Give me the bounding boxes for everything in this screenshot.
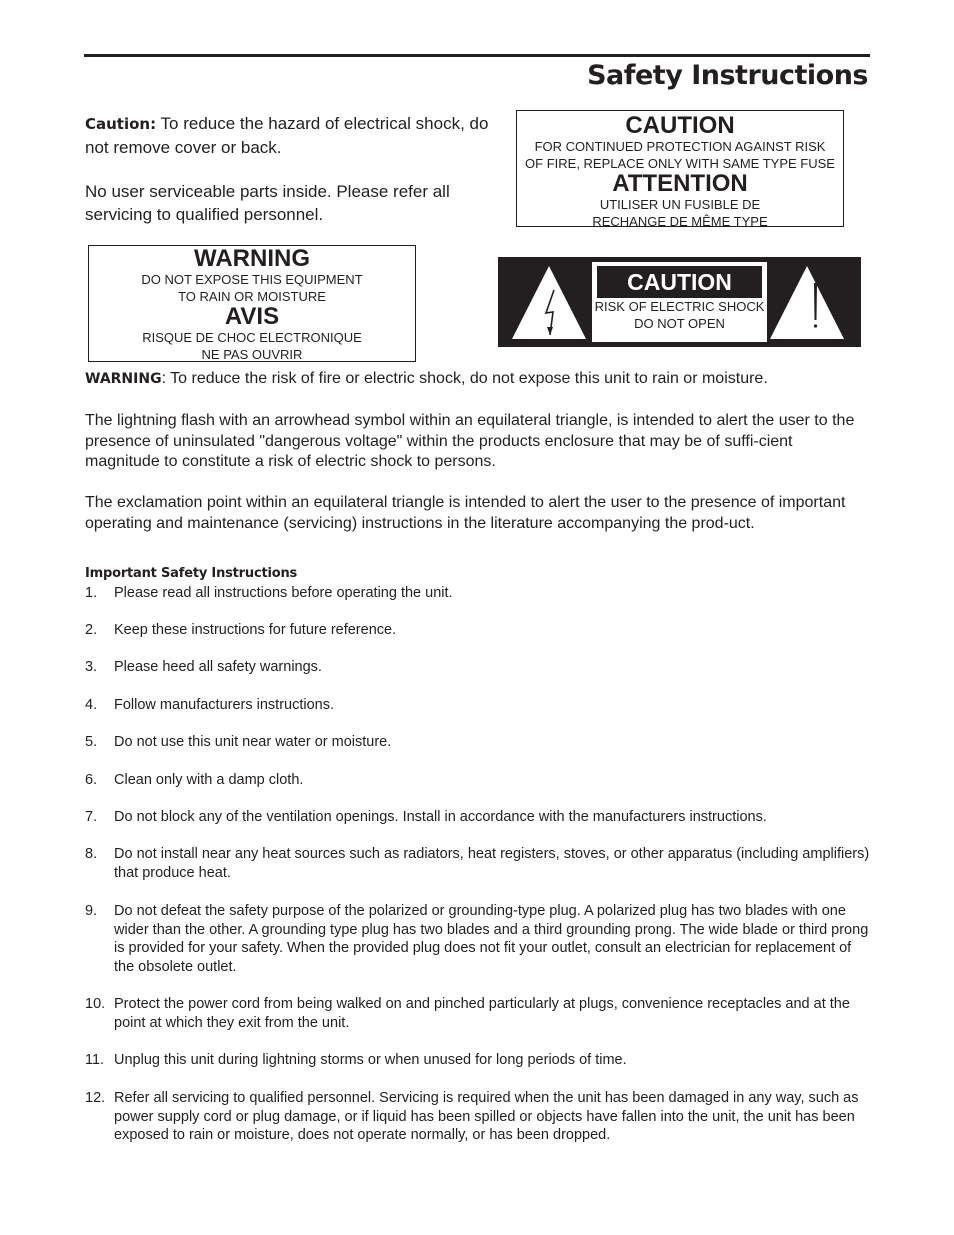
list-text: Please read all instructions before operating the unit. bbox=[114, 585, 453, 601]
exclamation-triangle-icon bbox=[768, 263, 846, 341]
warning-heading-fr: AVIS bbox=[224, 303, 280, 330]
list-text: Clean only with a damp cloth. bbox=[114, 772, 304, 788]
list-item bbox=[85, 808, 870, 827]
shock-label bbox=[592, 262, 767, 342]
list-item bbox=[85, 771, 870, 790]
list-text: Follow manufacturers instructions. bbox=[114, 697, 334, 713]
list-item bbox=[85, 1089, 870, 1145]
warning-line2-fr: NE PAS OUVRIR bbox=[201, 347, 303, 362]
warning-line2-en: TO RAIN OR MOISTURE bbox=[178, 289, 326, 304]
fuse-line2-en: OF FIRE, REPLACE ONLY WITH SAME TYPE FUSE bbox=[525, 156, 835, 171]
fuse-heading-fr: ATTENTION bbox=[612, 170, 748, 197]
list-text: Do not install near any heat sources such as radiators, heat registers, stoves, or other apparatus (including amplifiers) that produce heat. bbox=[114, 846, 870, 881]
list-text: Do not use this unit near water or moisture. bbox=[114, 734, 392, 750]
fuse-caution-label bbox=[516, 110, 844, 227]
list-item bbox=[85, 621, 870, 640]
list-text: Please heed all safety warnings. bbox=[114, 659, 322, 675]
list-item bbox=[85, 696, 870, 715]
list-number: 3. bbox=[85, 659, 98, 675]
warning-line1-en: DO NOT EXPOSE THIS EQUIPMENT bbox=[141, 272, 363, 287]
top-rule bbox=[84, 54, 870, 57]
lightning-bolt-triangle-icon bbox=[510, 263, 588, 341]
fuse-line1-fr: UTILISER UN FUSIBLE DE bbox=[599, 197, 761, 212]
list-item bbox=[85, 584, 870, 603]
list-number: 11. bbox=[85, 1052, 105, 1068]
shock-line2: DO NOT OPEN bbox=[634, 316, 725, 331]
service-note: No user serviceable parts inside. Please refer all servicing to qualified personnel. bbox=[85, 182, 450, 224]
list-text: Unplug this unit during lightning storms or when unused for long periods of time. bbox=[114, 1052, 627, 1068]
list-number: 1. bbox=[85, 585, 98, 601]
list-item bbox=[85, 845, 870, 882]
fuse-line1-en: FOR CONTINUED PROTECTION AGAINST RISK bbox=[534, 139, 826, 154]
list-item bbox=[85, 995, 870, 1032]
caution-text: To reduce the hazard of electrical shock, do not remove cover or back. bbox=[85, 114, 489, 157]
list-item bbox=[85, 658, 870, 677]
list-text: Refer all servicing to qualified personnel. Servicing is required when the unit has been damaged in any way, such as power supply cord or plug damage, or if liquid has been spilled or objects have fallen into the unit, the unit has been exposed to rain or moisture, does not operate normally, or has been dropped. bbox=[114, 1090, 859, 1143]
list-number: 10. bbox=[85, 996, 106, 1012]
warning-text: : To reduce the risk of fire or electric shock, do not expose this unit to rain or moisture. bbox=[161, 370, 768, 387]
exclamation-paragraph: The exclamation point within an equilateral triangle is intended to alert the user to the presence of important operating and maintenance (servicing) instructions in the literature accompanying the prod-uct. bbox=[85, 494, 846, 532]
list-item bbox=[85, 902, 870, 976]
warning-heading-en: WARNING bbox=[194, 245, 310, 272]
list-item bbox=[85, 733, 870, 752]
electric-shock-caution-panel bbox=[498, 257, 861, 347]
fuse-line2-fr: RECHANGE DE MÊME TYPE bbox=[592, 214, 768, 229]
list-number: 4. bbox=[85, 697, 98, 713]
important-safety-heading: Important Safety Instructions bbox=[85, 566, 298, 581]
list-number: 9. bbox=[85, 903, 98, 919]
caution-paragraph bbox=[85, 112, 505, 159]
page-title: Safety Instructions bbox=[587, 60, 868, 91]
list-item bbox=[85, 1051, 870, 1070]
list-number: 8. bbox=[85, 846, 98, 862]
list-number: 5. bbox=[85, 734, 98, 750]
warning-lead: WARNING bbox=[85, 371, 162, 387]
shock-line1: RISK OF ELECTRIC SHOCK bbox=[594, 299, 765, 314]
list-text: Protect the power cord from being walked on and pinched particularly at plugs, convenience receptacles and at the point at which they exit from the unit. bbox=[114, 996, 850, 1031]
warning-label bbox=[88, 245, 416, 362]
lightning-paragraph: The lightning flash with an arrowhead symbol within an equilateral triangle, is intended to alert the user to the presence of uninsulated "dangerous voltage" within the products enclosure that may be of suffi-cient magnitude to constitute a risk of electric shock to persons. bbox=[85, 412, 855, 470]
caution-lead: Caution: bbox=[85, 115, 157, 133]
fuse-heading-en: CAUTION bbox=[625, 112, 735, 139]
warning-line1-fr: RISQUE DE CHOC ELECTRONIQUE bbox=[142, 330, 362, 345]
list-text: Do not defeat the safety purpose of the polarized or grounding-type plug. A polarized plug has two blades with one wider than the other. A grounding type plug has two blades and a third grounding prong. The wide blade or third prong is provided for your safety. When the provided plug does not fit your outlet, consult an electrician for replacement of the obsolete outlet. bbox=[114, 903, 869, 975]
shock-heading: CAUTION bbox=[597, 266, 762, 298]
warning-paragraph bbox=[85, 369, 870, 390]
list-number: 7. bbox=[85, 809, 98, 825]
list-text: Do not block any of the ventilation openings. Install in accordance with the manufacturers instructions. bbox=[114, 809, 767, 825]
list-number: 2. bbox=[85, 622, 98, 638]
list-number: 6. bbox=[85, 772, 98, 788]
list-number: 12. bbox=[85, 1090, 106, 1106]
list-text: Keep these instructions for future reference. bbox=[114, 622, 397, 638]
